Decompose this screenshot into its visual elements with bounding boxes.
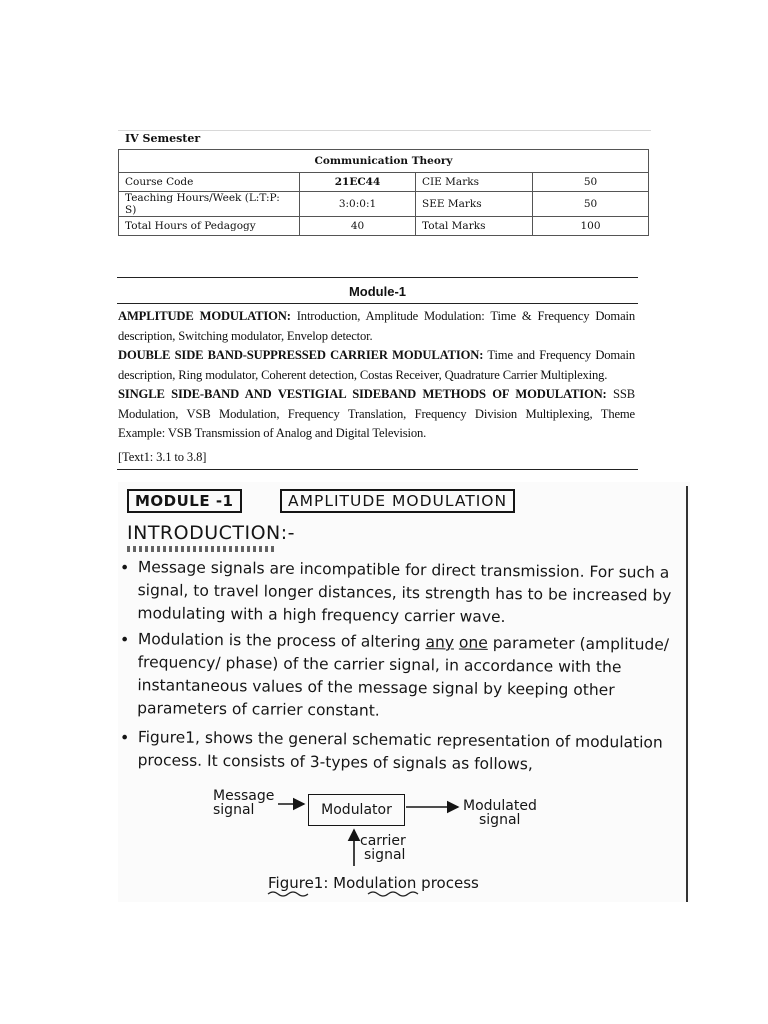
caption-underline [368,892,418,896]
module-section [118,346,635,385]
module-section [118,307,635,346]
section-text: SSB Modulation, VSB Modulation, Frequency Translation, Frequency Division Multiplexing, Theme Example: VSB Transmission of Analog and Digital Television. [118,387,635,440]
row-value-2: 50 [533,192,649,217]
module-bottom-rule [117,469,638,470]
table-row [119,192,649,217]
caption-text: Modulation process [328,874,479,892]
modulated-signal-label [463,799,537,827]
row-value: 3:0:0:1 [300,192,416,217]
row-label-2: CIE Marks [416,173,533,192]
label-line: carrier [360,833,406,849]
label-line: signal [364,847,406,863]
bullet-icon: • [119,557,130,578]
underlined-word: any [425,633,455,652]
underlined-word: one [458,633,488,652]
row-value: 40 [300,217,416,236]
label-line: signal [479,812,521,828]
topic-tag: AMPLITUDE MODULATION [280,489,515,513]
row-value-2: 50 [533,173,649,192]
semester-label: IV Semester [125,132,201,145]
caption-prefix: Figure1: [268,874,329,892]
modulation-diagram [118,482,690,902]
bullet-text-part: parameter (amplitude/ frequency/ phase) of the carrier signal, in accordance with the instantaneous values of the message signal by keeping other parameters of carrier constant. [137,633,670,720]
row-label-2: Total Marks [416,217,533,236]
table-header-row [119,150,649,173]
module-section [118,385,635,444]
module-title-rule [117,303,638,304]
caption-underline [268,892,308,896]
module-content [118,307,635,467]
handwritten-notes [118,482,690,902]
notes-heading: INTRODUCTION:- [127,522,296,544]
syllabus-table [118,149,649,236]
table-row [119,217,649,236]
modulator-block: Modulator [308,794,405,826]
row-label: Total Hours of Pedagogy [119,217,300,236]
row-label-2: SEE Marks [416,192,533,217]
section-heading: AMPLITUDE MODULATION: [118,309,291,323]
text-reference: [Text1: 3.1 to 3.8] [118,449,207,464]
module-title: Module-1 [348,284,407,299]
label-line: Modulated [463,798,537,814]
row-label: Course Code [119,173,300,192]
row-label: Teaching Hours/Week (L:T:P: S) [119,192,300,217]
table-row [119,173,649,192]
module-tag: MODULE -1 [127,489,242,513]
carrier-signal-label [360,834,406,862]
row-value: 21EC44 [300,173,416,192]
module-top-rule [117,277,638,278]
section-heading: SINGLE SIDE-BAND AND VESTIGIAL SIDEBAND METHODS OF MODULATION: [118,387,607,401]
course-title: Communication Theory [119,150,649,173]
bullet-icon: • [119,629,130,650]
bullet-text: Figure1, shows the general schematic representation of modulation process. It consists of 3-types of signals as follows, [137,728,663,774]
figure-caption [268,874,479,892]
section-text: Time and Frequency Domain description, Ring modulator, Coherent detection, Costas Receiver, Quadrature Carrier Multiplexing. [118,348,635,382]
row-value-2: 100 [533,217,649,236]
top-divider [118,130,651,131]
scan-edge [686,486,688,902]
bullet-text: Message signals are incompatible for direct transmission. For such a signal, to travel longer distances, its strength has to be increased by modulating with a high frequency carrier wave. [137,558,672,627]
section-text: Introduction, Amplitude Modulation: Time & Frequency Domain description, Switching modulator, Envelop detector. [118,309,635,343]
section-heading: DOUBLE SIDE BAND-SUPPRESSED CARRIER MODULATION: [118,348,484,362]
bullet-text-part: Modulation is the process of altering [137,630,426,652]
bullet-icon: • [119,727,130,748]
label-line: signal [213,802,255,818]
label-line: Message [213,788,275,804]
